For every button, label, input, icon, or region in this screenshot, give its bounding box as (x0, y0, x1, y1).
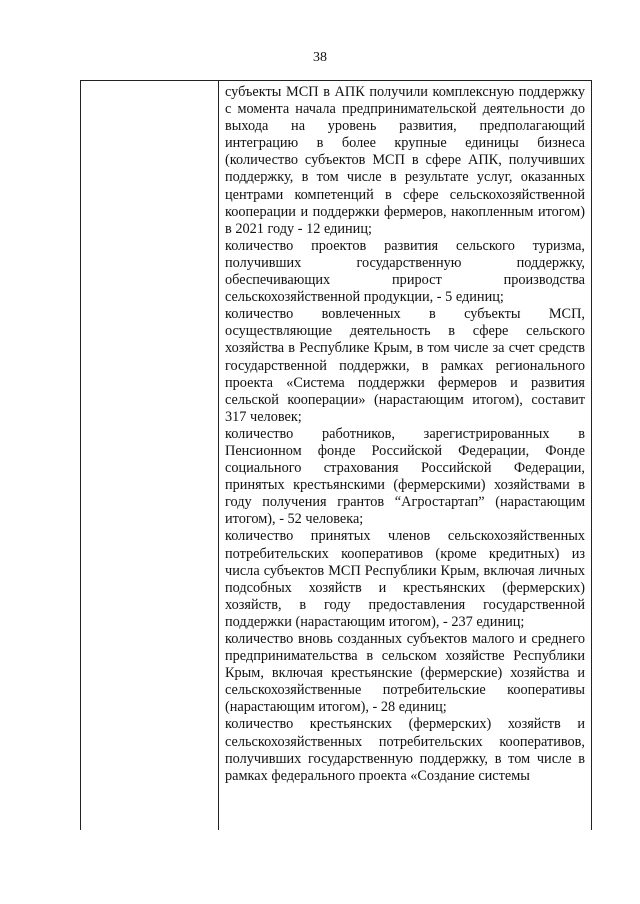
paragraph-involved-persons: количество вовлеченных в субъекты МСП, осуществляющие деятельность в сфере сельского хозяйства в Республике Крым, в том числе за счет средств государственной поддержки, в рамках регионального проекта «Система поддержки фермеров и развития сельской кооперации» (нарастающим итогом), составит 317 человек; (225, 306, 585, 425)
paragraph-workers-agrostartap: количество работников, зарегистрированных в Пенсионном фонде Российской Федерации, Фонде социального страхования Российской Федерации, принятых крестьянскими (фермерскими) хозяйствами в году получения грантов “Агростартап” (нарастающим итогом), - 52 человека; (225, 425, 585, 528)
document-table (80, 80, 592, 830)
paragraph-farms-cooperatives: количество крестьянских (фермерских) хозяйств и сельскохозяйственных потребительских кооперативов, получивших государственную поддержку, в том числе в рамках федерального проекта «Создание системы (225, 716, 585, 784)
table-left-column (81, 81, 219, 830)
page-number: 38 (313, 50, 327, 65)
table-right-column (219, 81, 591, 830)
paragraph-msp-support: субъекты МСП в АПК получили комплексную поддержку с момента начала предпринимательской деятельности до выхода на уровень развития, предполагающий интеграцию в более крупные единицы бизнеса (количество субъектов МСП в сфере АПК, получивших поддержку, в том числе в результате услуг, оказанных центрами компетенций в сфере сельскохозяйственной кооперации и поддержки фермеров, накопленным итогом) в 2021 году - 12 единиц; (225, 84, 585, 237)
paragraph-rural-tourism: количество проектов развития сельского туризма, получивших государственную поддержку, обеспечивающих прирост производства сельскохозяйственной продукции, - 5 единиц; (225, 237, 585, 306)
paragraph-new-msp-entities: количество вновь созданных субъектов малого и среднего предпринимательства в сельском хозяйстве Республики Крым, включая крестьянские (фермерские) хозяйства и сельскохозяйственные потребительские кооперативы (нарастающим итогом), - 28 единиц; (225, 631, 585, 716)
paragraph-cooperative-members: количество принятых членов сельскохозяйственных потребительских кооперативов (кроме кредитных) из числа субъектов МСП Республики Крым, включая личных подсобных хозяйств и крестьянских (фермерских) хозяйств, в году предоставления государственной поддержки (нарастающим итогом), - 237 единиц; (225, 528, 585, 630)
